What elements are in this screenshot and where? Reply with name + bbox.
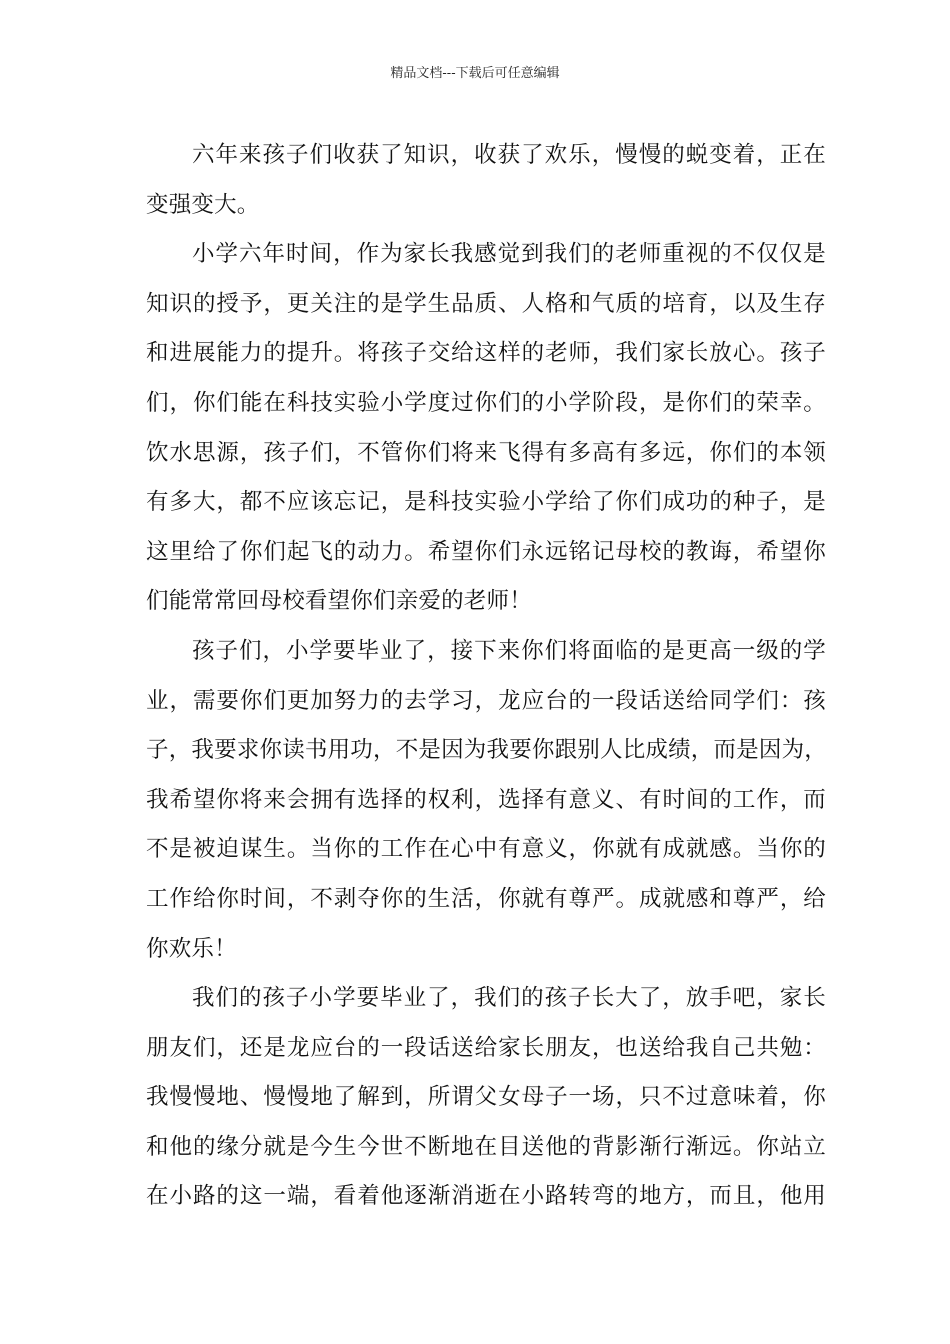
paragraph-line: 业，需要你们更加努力的去学习，龙应台的一段话送给同学们：孩 xyxy=(146,687,826,714)
page-header: 精品文档---下载后可任意编辑 xyxy=(390,66,560,81)
paragraph-line: 知识的授予，更关注的是学生品质、人格和气质的培育，以及生存 xyxy=(146,290,826,317)
paragraph-line: 我希望你将来会拥有选择的权利，选择有意义、有时间的工作，而 xyxy=(146,786,826,813)
paragraph-line: 在小路的这一端，看着他逐渐消逝在小路转弯的地方，而且，他用 xyxy=(146,1183,826,1210)
paragraph-line: 朋友们，还是龙应台的一段话送给家长朋友，也送给我自己共勉： xyxy=(146,1034,826,1061)
paragraph-line: 我们的孩子小学要毕业了，我们的孩子长大了，放手吧，家长 xyxy=(192,985,826,1012)
document-body xyxy=(146,131,826,1222)
paragraph-line: 和进展能力的提升。将孩子交给这样的老师，我们家长放心。孩子 xyxy=(146,340,826,367)
paragraph-line: 们，你们能在科技实验小学度过你们的小学阶段，是你们的荣幸。 xyxy=(146,389,826,416)
paragraph-line: 变强变大。 xyxy=(146,191,260,218)
paragraph-line: 这里给了你们起飞的动力。希望你们永远铭记母校的教诲，希望你 xyxy=(146,538,826,565)
paragraph-line: 我慢慢地、慢慢地了解到，所谓父女母子一场，只不过意味着，你 xyxy=(146,1084,826,1111)
paragraph-line: 孩子们，小学要毕业了，接下来你们将面临的是更高一级的学 xyxy=(192,637,826,664)
paragraph-line: 和他的缘分就是今生今世不断地在目送他的背影渐行渐远。你站立 xyxy=(146,1133,826,1160)
paragraph-line: 饮水思源，孩子们，不管你们将来飞得有多高有多远，你们的本领 xyxy=(146,439,826,466)
paragraph-line: 子，我要求你读书用功，不是因为我要你跟别人比成绩，而是因为， xyxy=(146,737,828,764)
paragraph-line: 小学六年时间，作为家长我感觉到我们的老师重视的不仅仅是 xyxy=(192,241,826,268)
paragraph-line: 工作给你时间，不剥夺你的生活，你就有尊严。成就感和尊严，给 xyxy=(146,885,826,912)
paragraph-line: 你欢乐！ xyxy=(146,935,237,962)
paragraph-line: 有多大，都不应该忘记，是科技实验小学给了你们成功的种子，是 xyxy=(146,489,826,516)
paragraph-line: 不是被迫谋生。当你的工作在心中有意义，你就有成就感。当你的 xyxy=(146,836,826,863)
paragraph-line: 六年来孩子们收获了知识，收获了欢乐，慢慢的蜕变着，正在 xyxy=(192,142,826,168)
paragraph-line: 们能常常回母校看望你们亲爱的老师！ xyxy=(146,588,532,615)
